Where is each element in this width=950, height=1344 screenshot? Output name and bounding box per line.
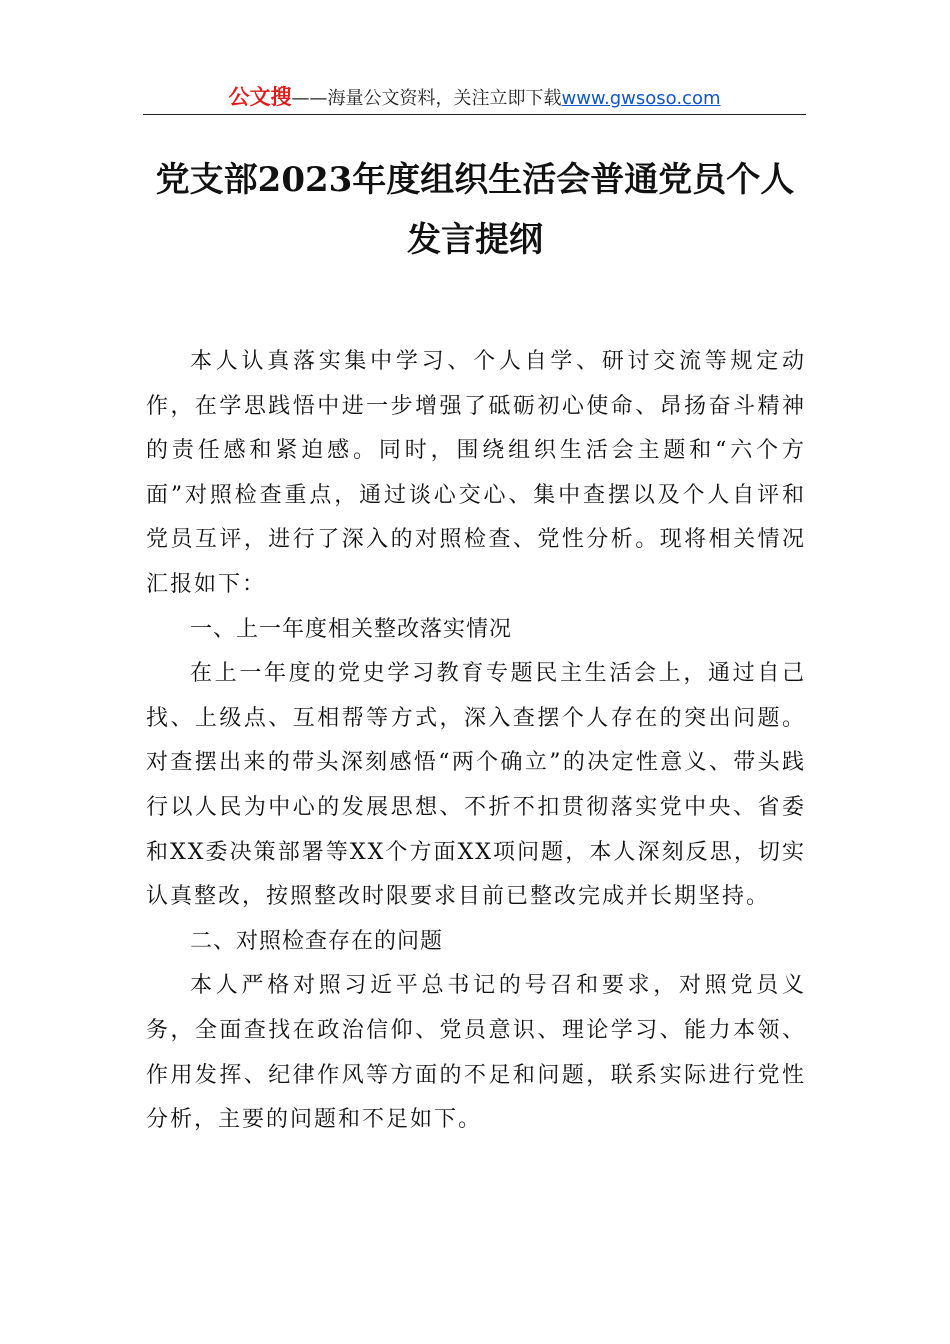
page-header xyxy=(143,80,806,115)
section-heading-1: 一、上一年度相关整改落实情况 xyxy=(190,616,513,642)
document-body xyxy=(146,340,806,1143)
section-heading-2: 二、对照检查存在的问题 xyxy=(190,928,444,954)
website-link[interactable]: www.gwsoso.com xyxy=(561,88,721,109)
header-slogan: ——海量公文资料，关注立即下载 xyxy=(291,88,562,109)
title-line-2: 发言提纲 xyxy=(407,220,543,260)
section-1-paragraph: 在上一年度的党史学习教育专题民主生活会上，通过自己找、上级点、互相帮等方式，深入查摆个人存在的突出问题。对查摆出来的带头深刻感悟“两个确立”的决定性意义、带头践行以人民为中心的发展思想、不折不扣贯彻落实党中央、省委和XX委决策部署等XX个方面XX项问题，本人深刻反思，切实认真整改，按照整改时限要求目前已整改完成并长期坚持。 xyxy=(146,661,806,910)
intro-paragraph: 本人认真落实集中学习、个人自学、研讨交流等规定动作，在学思践悟中进一步增强了砥砺初心使命、昂扬奋斗精神的责任感和紧迫感。同时，围绕组织生活会主题和“六个方面”对照检查重点，通过谈心交心、集中查摆以及个人自评和党员互评，进行了深入的对照检查、党性分析。现将相关情况汇报如下： xyxy=(146,349,806,597)
title-line-1: 党支部2023年度组织生活会普通党员个人 xyxy=(155,160,795,200)
section-2-paragraph: 本人严格对照习近平总书记的号召和要求，对照党员义务，全面查找在政治信仰、党员意识、理论学习、能力本领、作用发挥、纪律作风等方面的不足和问题，联系实际进行党性分析，主要的问题和不足如下。 xyxy=(146,973,806,1133)
document-title xyxy=(120,150,830,270)
brand-logo-text: 公文搜 xyxy=(228,85,292,109)
